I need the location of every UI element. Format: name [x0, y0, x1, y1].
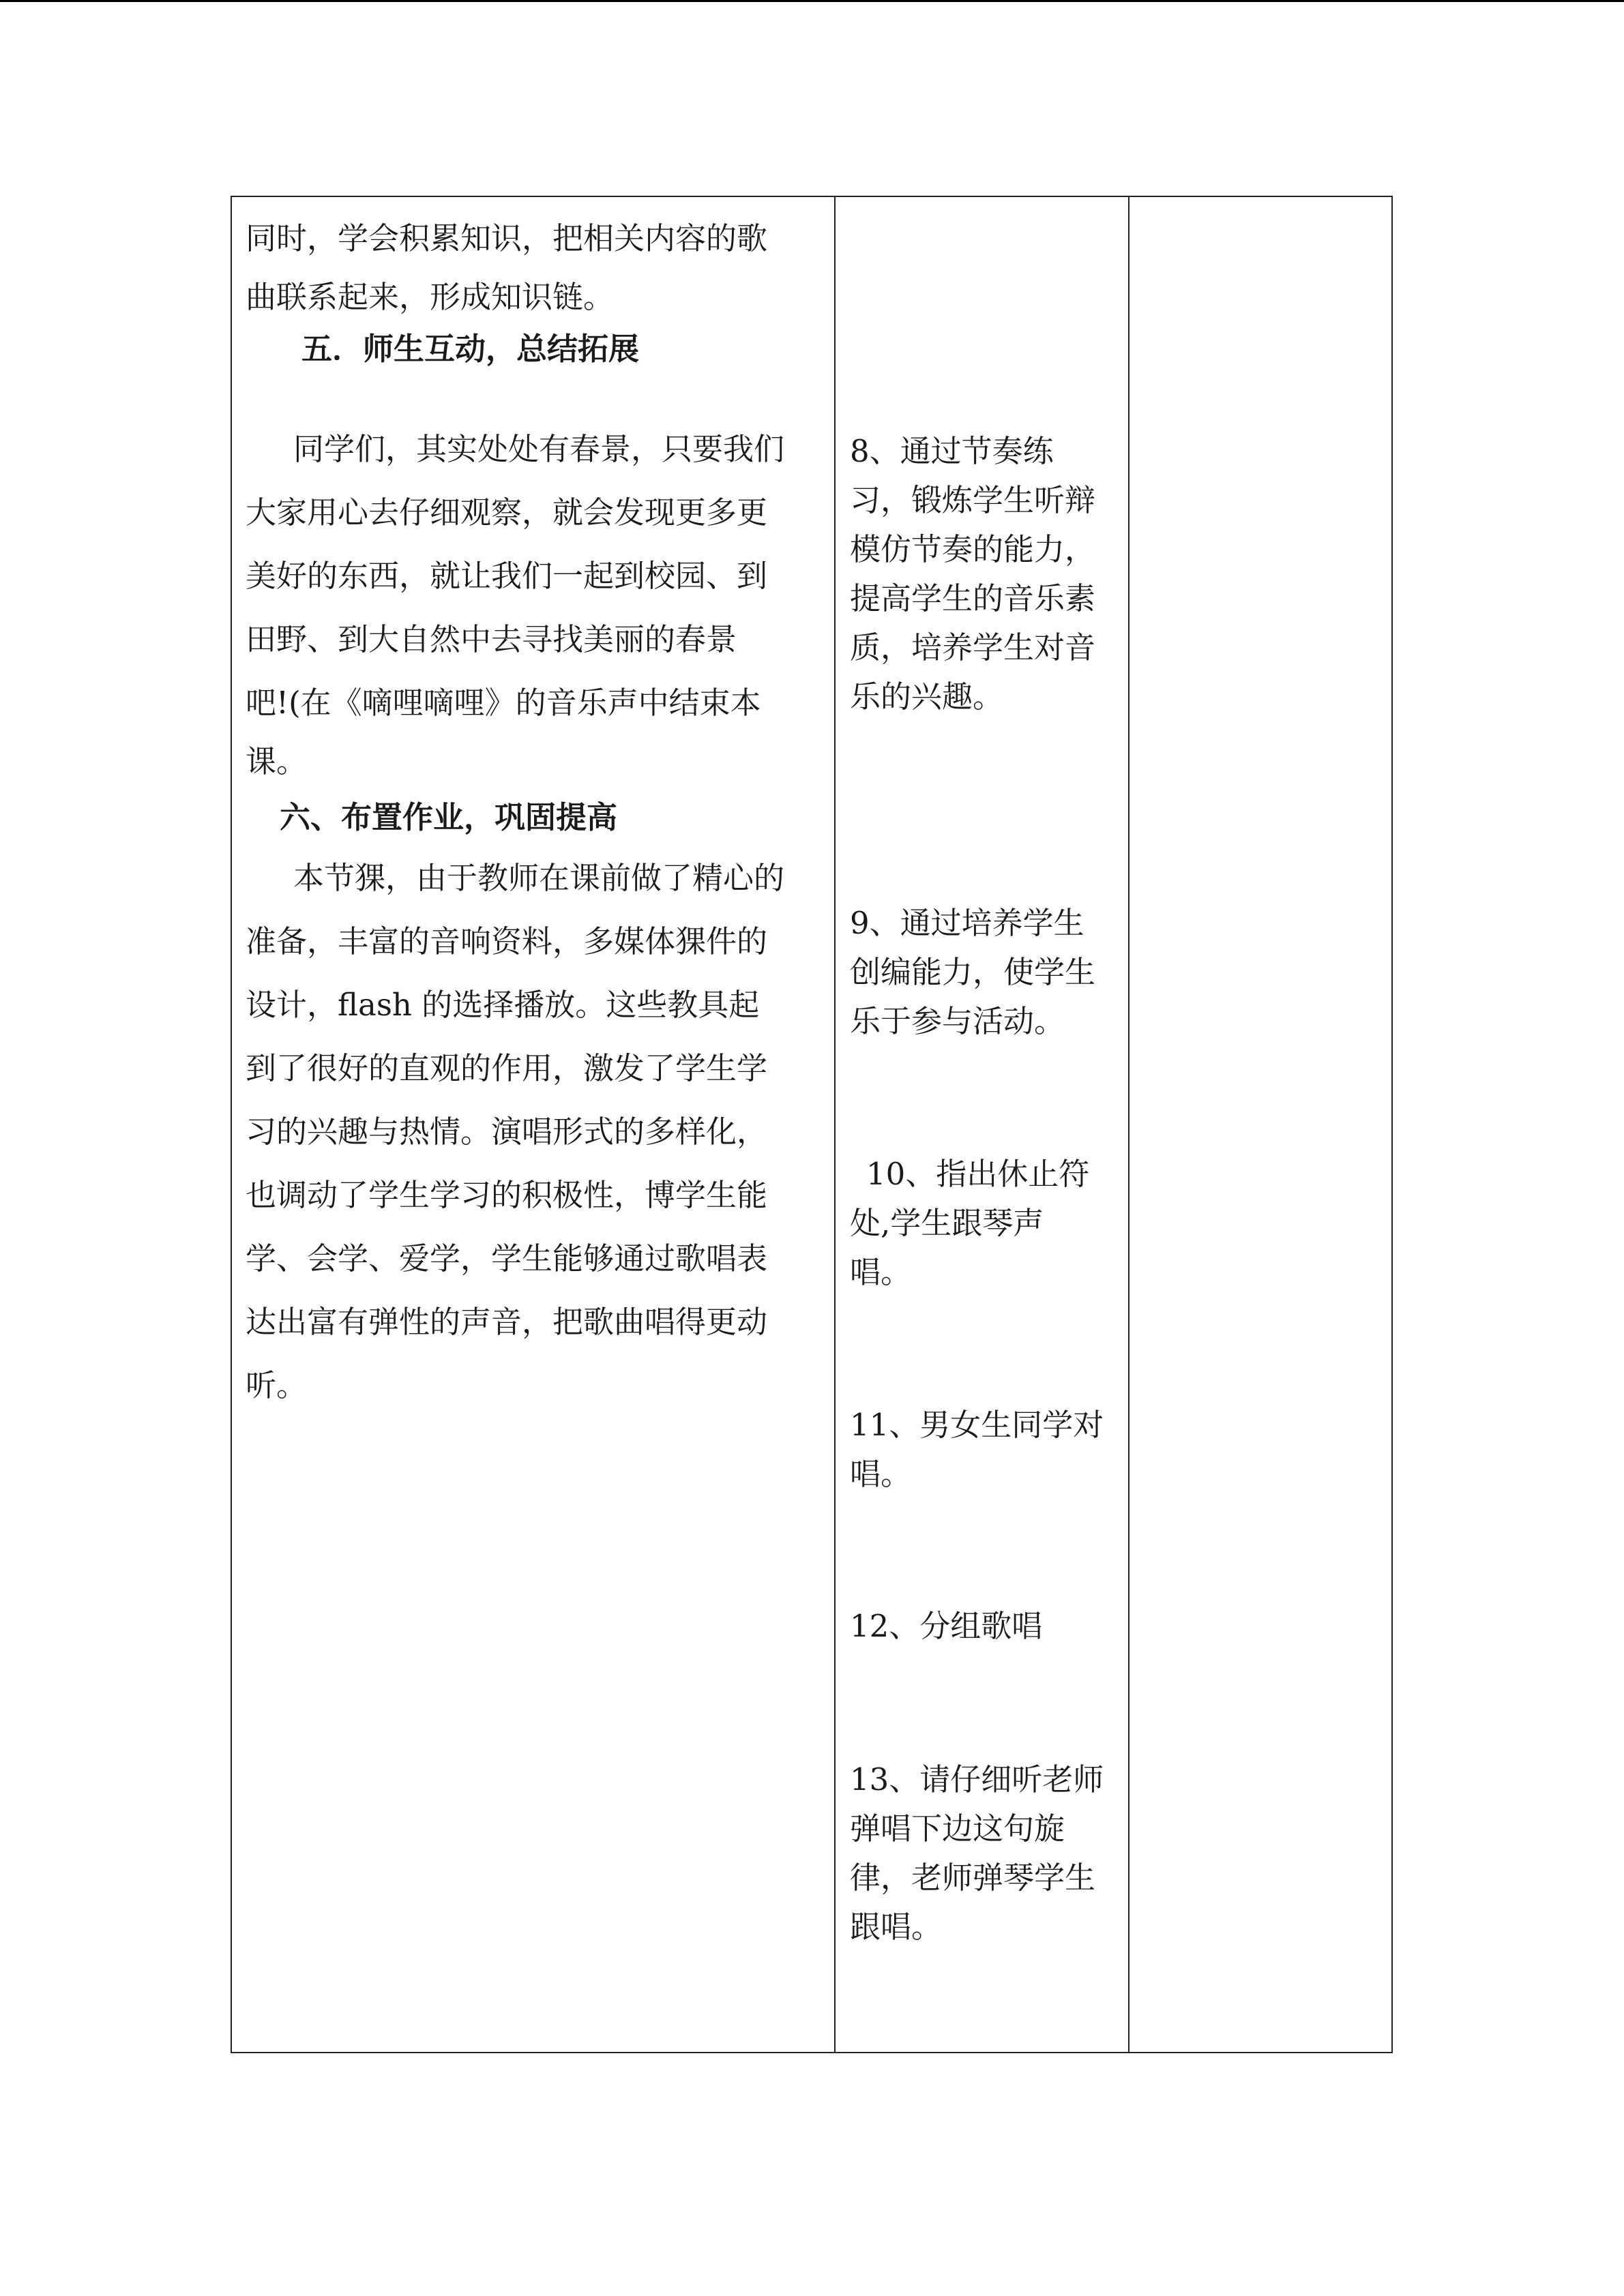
text-line: 听。 — [246, 1367, 308, 1403]
note-line: 12、分组歌唱 — [850, 1608, 1043, 1644]
note-line: 9、通过培养学生 — [850, 905, 1084, 941]
note-line: 10、指出休止符 — [866, 1156, 1090, 1192]
note-line: 13、请仔细听老师 — [850, 1761, 1104, 1798]
note-line: 律，老师弹琴学生 — [850, 1860, 1096, 1896]
design-note-10 — [850, 1150, 1130, 1297]
note-line: 创编能力，使学生 — [850, 954, 1096, 990]
text-line: 到了很好的直观的作用，激发了学生学 — [246, 1050, 768, 1086]
section-heading-6: 六、布置作业，巩固提高 — [280, 799, 618, 835]
note-line: 跟唱。 — [850, 1909, 943, 1945]
note-line: 质，培养学生对音 — [850, 629, 1096, 666]
text-line: 设计，flash 的选择播放。这些教具起 — [246, 987, 760, 1023]
text-line: 美好的东西，就让我们一起到校园、到 — [246, 558, 768, 594]
design-note-12 — [850, 1602, 1130, 1651]
note-line: 弹唱下边这句旋 — [850, 1810, 1065, 1847]
text-line: 也调动了学生学习的积极性，博学生能 — [246, 1177, 768, 1213]
design-note-8 — [850, 427, 1130, 721]
teaching-content-column — [246, 207, 825, 1417]
text-line: 课。 — [246, 743, 308, 779]
top-border-line — [0, 0, 1624, 2]
note-line: 8、通过节奏练 — [850, 433, 1054, 469]
text-line: 习的兴趣与热情。演唱形式的多样化， — [246, 1114, 768, 1150]
text-line: 达出富有弹性的声音，把歌曲唱得更动 — [246, 1304, 768, 1340]
note-line: 模仿节奏的能力， — [850, 531, 1096, 567]
text-line: 学、会学、爱学，学生能够通过歌唱表 — [246, 1240, 768, 1277]
remarks-column — [1130, 197, 1391, 2052]
text-line: 本节猓，由于教师在课前做了精心的 — [293, 860, 785, 896]
design-note-11 — [850, 1401, 1130, 1499]
text-line: 大家用心去仔细观察，就会发现更多更 — [246, 494, 768, 531]
text-line: 同时，学会积累知识，把相关内容的歌 — [246, 220, 768, 256]
note-line: 提高学生的音乐素 — [850, 580, 1096, 616]
column-divider-1 — [834, 196, 836, 2053]
note-line: 唱。 — [850, 1456, 912, 1492]
note-line: 11、男女生同学对 — [850, 1407, 1104, 1443]
note-line: 唱。 — [850, 1254, 912, 1290]
design-note-13 — [850, 1755, 1130, 1952]
text-line: 田野、到大自然中去寻找美丽的春景 — [246, 621, 737, 657]
text-line: 同学们，其实处处有春景，只要我们 — [293, 431, 785, 467]
text-line: 曲联系起来，形成知识链。 — [246, 279, 615, 315]
note-line: 处,学生跟琴声 — [850, 1205, 1044, 1241]
note-line: 乐的兴趣。 — [850, 679, 1004, 715]
text-line: 准备，丰富的音响资料，多媒体猓件的 — [246, 923, 768, 959]
section-heading-5: 五．师生互动，总结拓展 — [301, 331, 640, 367]
design-note-9 — [850, 899, 1130, 1046]
note-line: 乐于参与活动。 — [850, 1003, 1065, 1039]
text-line: 吧!(在《嘀哩嘀哩》的音乐声中结束本 — [246, 685, 761, 721]
note-line: 习，锻炼学生听辩 — [850, 482, 1096, 518]
